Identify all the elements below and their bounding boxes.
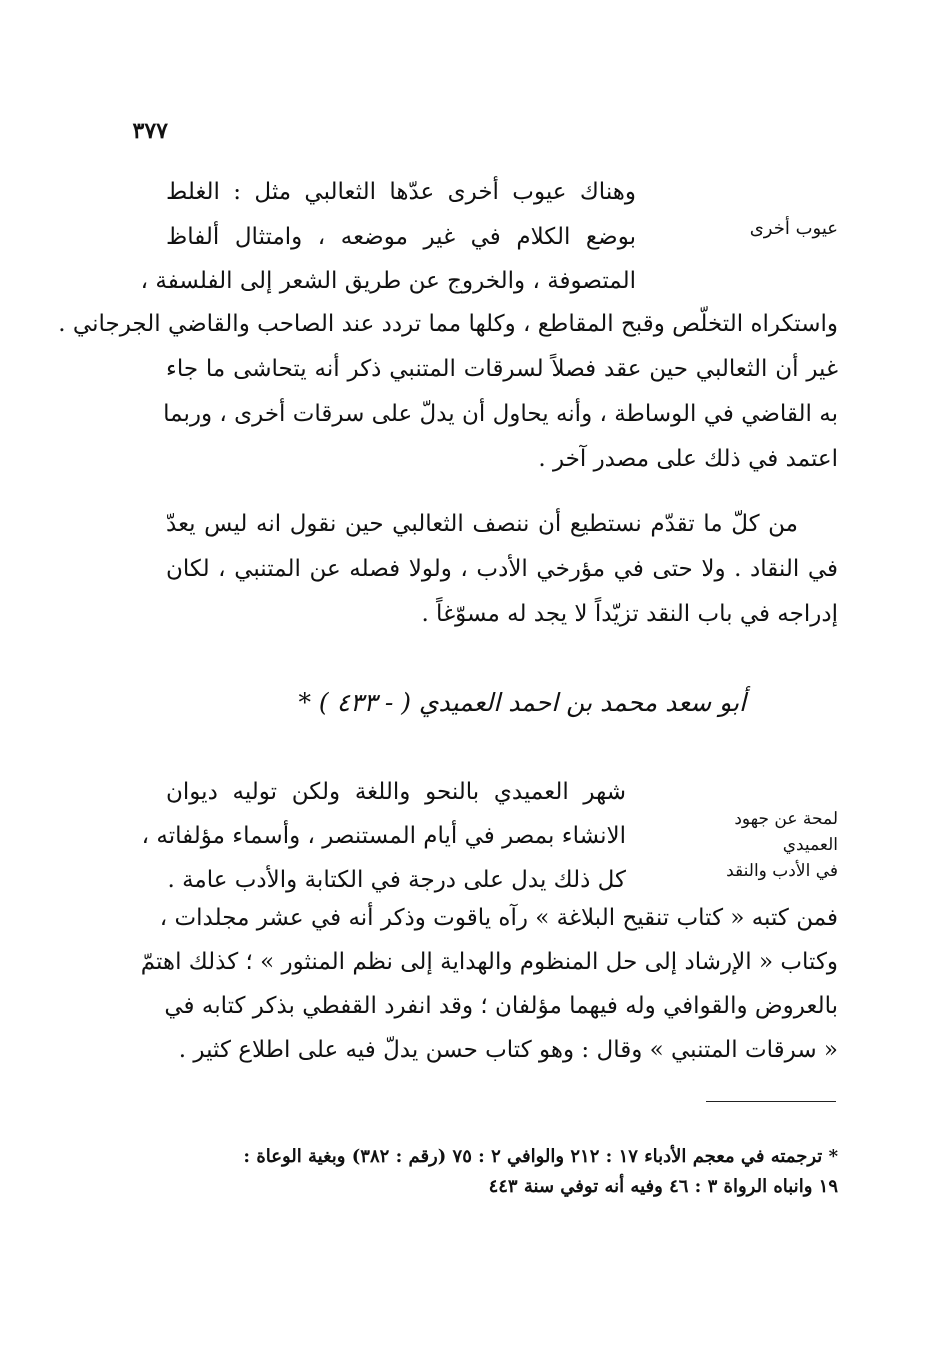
page-number: ٣٧٧ xyxy=(132,118,168,144)
footnote xyxy=(148,1142,838,1202)
text-line: بوضع الكلام في غير موضعه ، وامتثال ألفاظ xyxy=(166,223,636,250)
text-line: واستكراه التخلّص وقبح المقاطع ، وكلها مما تردد عند الصاحب والقاضي الجرجاني . xyxy=(58,311,838,337)
text-line: شهر العميدي بالنحو واللغة ولكن توليه ديوان xyxy=(166,779,626,805)
text-line: وهناك عيوب أخرى عدّها الثعالبي مثل : الغلط xyxy=(166,179,636,205)
text-line: كل ذلك يدل على درجة في الكتابة والأدب عامة . xyxy=(167,867,626,893)
text-line: « سرقات المتنبي » وقال : وهو كتاب حسن يدلّ فيه على اطلاع كثير . xyxy=(178,1037,838,1063)
footnote-divider xyxy=(706,1101,836,1102)
conclusion-paragraph xyxy=(166,502,838,637)
text-line: غير أن الثعالبي حين عقد فصلاً لسرقات المتنبي ذكر أنه يتحاشى ما جاء xyxy=(166,356,838,382)
footnote-line: ١٩ وانباه الرواة ٣ : ٤٦ وفيه أنه توفي سنة ٤٤٣ xyxy=(488,1176,838,1197)
margin-note-other-faults: عيوب أخرى xyxy=(749,218,838,239)
margin-note-line: في الأدب والنقد xyxy=(726,861,838,881)
text-line: الانشاء بمصر في أيام المستنصر ، وأسماء مؤلفاته ، xyxy=(141,823,626,849)
section1-full-text xyxy=(58,302,838,482)
text-line: وكتاب « الإرشاد إلى حل المنظوم والهداية إلى نظم المنثور » ؛ كذلك اهتمّ xyxy=(140,949,838,975)
text-line: بالعروض والقوافي وله فيهما مؤلفان ؛ وقد انفرد القفطي بذكر كتابه في xyxy=(164,993,838,1019)
text-line: فمن كتبه « كتاب تنقيح البلاغة » رآه ياقوت وذكر أنه في عشر مجلدات ، xyxy=(159,905,838,931)
margin-note-amidi-efforts xyxy=(688,806,838,884)
section2-full-text xyxy=(140,896,838,1072)
section2-narrow-text xyxy=(141,770,626,902)
margin-note-line: لمحة عن جهود العميدي xyxy=(734,809,838,855)
footnote-line: * ترجمته في معجم الأدباء ١٧ : ٢١٢ والوافي ٢ : ٧٥ (رقم : ٣٨٢) وبغية الوعاة : xyxy=(243,1146,838,1167)
text-line: اعتمد في ذلك على مصدر آخر . xyxy=(538,446,838,472)
text-line: إدراجه في باب النقد تزيّداً لا يجد له مسوّغاً . xyxy=(421,601,838,627)
text-line: من كلّ ما تقدّم نستطيع أن ننصف الثعالبي حين نقول انه ليس يعدّ xyxy=(166,511,798,537)
section-heading: أبو سعد محمد بن احمد العميدي ( - ٤٣٣ ) * xyxy=(298,688,746,717)
text-line: في النقاد . ولا حتى في مؤرخي الأدب ، ولولا فصله عن المتنبي ، لكان xyxy=(166,556,838,582)
text-line: به القاضي في الوساطة ، وأنه يحاول أن يدلّ على سرقات أخرى ، وربما xyxy=(163,401,838,427)
section1-narrow-text xyxy=(140,170,636,304)
text-line: المتصوفة ، والخروج عن طريق الشعر إلى الفلسفة ، xyxy=(140,268,636,294)
